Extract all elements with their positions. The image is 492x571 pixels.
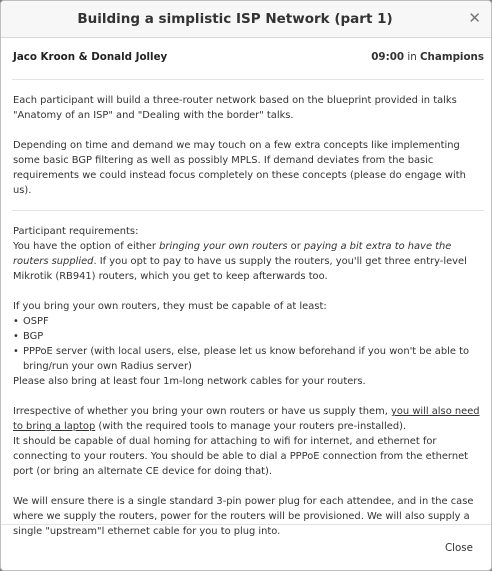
power-paragraph: We will ensure there is a single standard 3-pin power plug for each attendee, and in the case where we supply the routers, power for the routers will be provisioned. We will also supply a single "upstream"l ethernet cable for you to plug into. <box>13 496 474 537</box>
cables-note: Please also bring at least four 1m-long network cables for your routers. <box>13 376 366 387</box>
requirements-section <box>12 211 484 551</box>
laptop-emphasis: you will also need to bring a laptop <box>13 406 480 432</box>
laptop-paragraph: Irrespective of whether you bring your own routers or have us supply them, you will also need to bring a laptop (with the required tools to manage your routers pre-installed). <box>13 406 480 432</box>
close-icon[interactable]: ✕ <box>468 9 481 27</box>
dialog-body <box>12 39 484 551</box>
close-button[interactable]: Close <box>444 542 473 554</box>
own-routers-emphasis: bringing your own routers <box>159 241 288 252</box>
list-item: • PPPoE server (with local users, else, please let us know beforehand if you won't be able to bring/run your own Radius server) <box>13 344 484 374</box>
list-item: • BGP <box>13 329 484 344</box>
schedule <box>371 50 484 65</box>
dialog-header <box>1 1 491 38</box>
dual-homing-paragraph: It should be capable of dual homing for attaching to wifi for internet, and ethernet for connecting to your routers. You should be able to dial a PPPoE connection from the ethernet port (or bring an alternate CE device for doing that). <box>13 436 469 477</box>
supplied-routers-emphasis: paying a bit extra to have the routers supplied <box>13 241 452 267</box>
intro-section <box>12 80 484 211</box>
speakers: Jaco Kroon & Donald Jolley <box>13 51 168 63</box>
in-word: in <box>407 51 417 63</box>
dialog-footer <box>1 524 491 571</box>
session-time: 09:00 <box>371 51 405 63</box>
own-routers-intro: If you bring your own routers, they must be capable of at least: <box>13 301 327 312</box>
router-options-paragraph: You have the option of either bringing your own routers or paying a bit extra to have the routers supplied. If you opt to pay to have us supply the routers, you'll get three entry-level Mikrotik (RB941) routers, which you get to keep afterwards too. <box>13 241 467 282</box>
session-room: Champions <box>420 51 484 63</box>
intro-paragraph-2: Depending on time and demand we may touch on a few extra concepts like implementing some basic BGP filtering as well as possibly MPLS. If demand deviates from the basic requirements we could instead focus completely on these concepts (please do engage with us). <box>13 140 466 196</box>
dialog-title: Building a simplistic ISP Network (part 1) <box>77 11 393 27</box>
capabilities-list <box>13 314 484 374</box>
list-item: • OSPF <box>13 314 484 329</box>
requirements-heading: Participant requirements: <box>13 226 139 237</box>
session-meta <box>12 39 484 80</box>
intro-paragraph-1: Each participant will build a three-router network based on the blueprint provided in talks "Anatomy of an ISP" and "Dealing with the border" talks. <box>13 95 457 121</box>
